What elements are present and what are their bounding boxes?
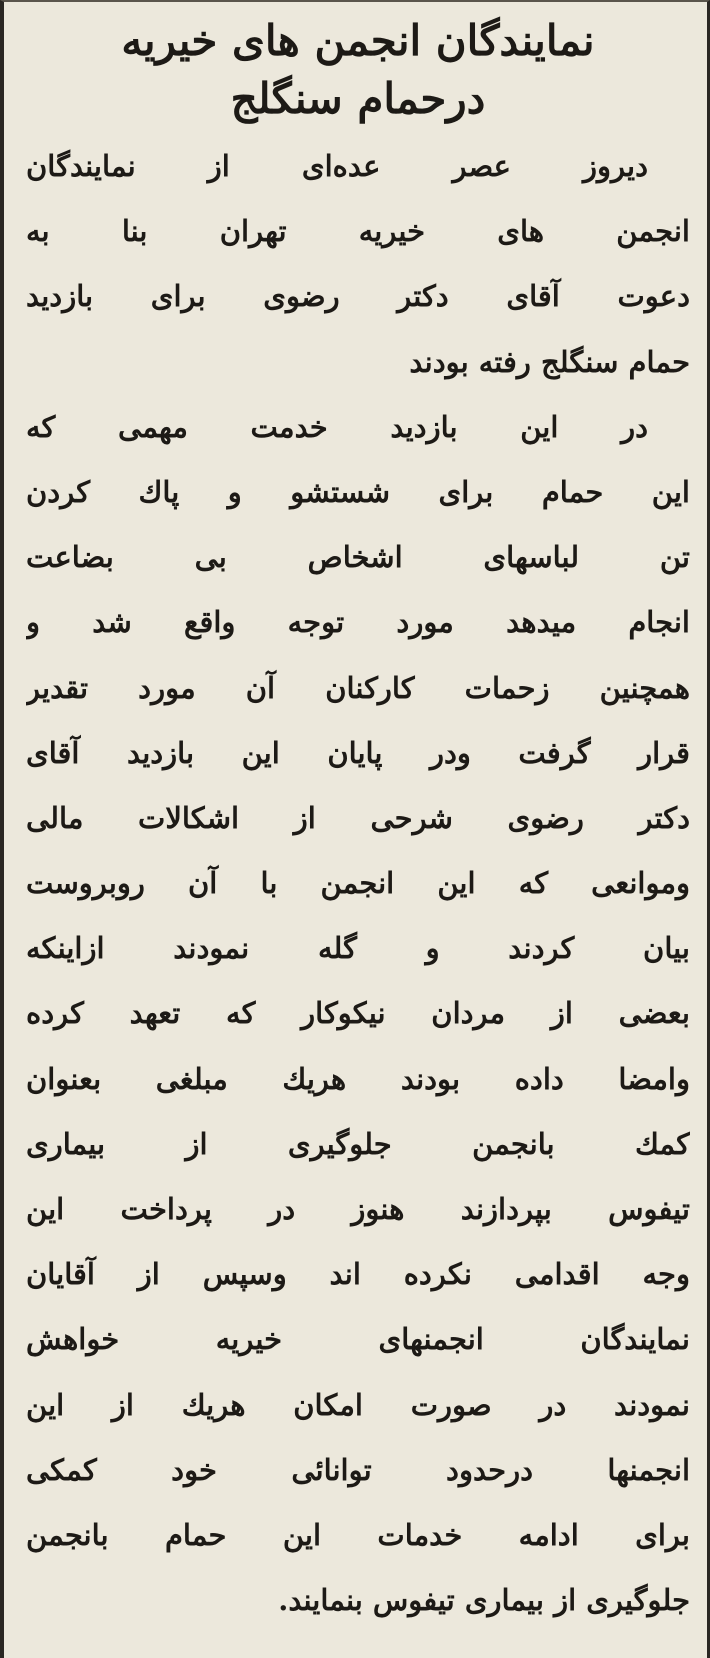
text-line: قرار گرفت ودر پایان این بازدید آقای [26, 735, 690, 770]
headline-line: نمایندگان انجمن های خیریه [121, 16, 595, 65]
text-line: وامضا داده بودند هریك مبلغی بعنوان [26, 1061, 690, 1096]
text-line: تن لباسهای اشخاص بی بضاعت [26, 540, 690, 575]
paragraph [26, 395, 690, 1634]
text-line: دکتر رضوی شرحی از اشکالات مالی [26, 800, 690, 835]
headline [26, 12, 690, 128]
headline-line: درحمام سنگلج [230, 74, 486, 123]
text-line: انجمن های خیریه تهران بنا به [26, 214, 690, 249]
text-line: در این بازدید خدمت مهمی که [26, 409, 648, 444]
text-line: دیروز عصر عده‌ای از نمایندگان [26, 149, 648, 183]
news-clipping [26, 12, 690, 1633]
text-line: همچنین زحمات کارکنان آن مورد تقدیر [26, 670, 690, 705]
text-line: نمودند در صورت امکان هریك از این [26, 1387, 690, 1422]
article-body [26, 134, 690, 1633]
text-line: تیفوس بپردازند هنوز در پرداخت این [26, 1192, 690, 1226]
text-line: برای ادامه خدمات این حمام بانجمن [26, 1517, 690, 1552]
text-line: وموانعی که این انجمن با آن روبروست [26, 866, 690, 901]
text-line: حمام سنگلج رفته بودند [409, 344, 690, 379]
text-line: جلوگیری از بیماری تیفوس بنمایند. [278, 1583, 690, 1618]
text-line: کمك بانجمن جلوگیری از بیماری [26, 1126, 690, 1161]
paragraph [26, 134, 690, 395]
text-line: بعضی از مردان نیکوکار که تعهد کرده [26, 996, 690, 1031]
text-line: وجه اقدامی نکرده اند وسپس از آقایان [26, 1257, 690, 1292]
text-line: دعوت آقای دکتر رضوی برای بازدید [26, 279, 690, 314]
text-line: این حمام برای شستشو و پاك کردن [26, 474, 690, 509]
text-line: انجام میدهد مورد توجه واقع شد و [26, 605, 690, 640]
text-line: بیان کردند و گله نمودند ازاینکه [26, 931, 690, 966]
text-line: نمایندگان انجمنهای خیریه خواهش [26, 1322, 690, 1357]
text-line: انجمنها درحدود توانائی خود کمکی [26, 1452, 690, 1487]
